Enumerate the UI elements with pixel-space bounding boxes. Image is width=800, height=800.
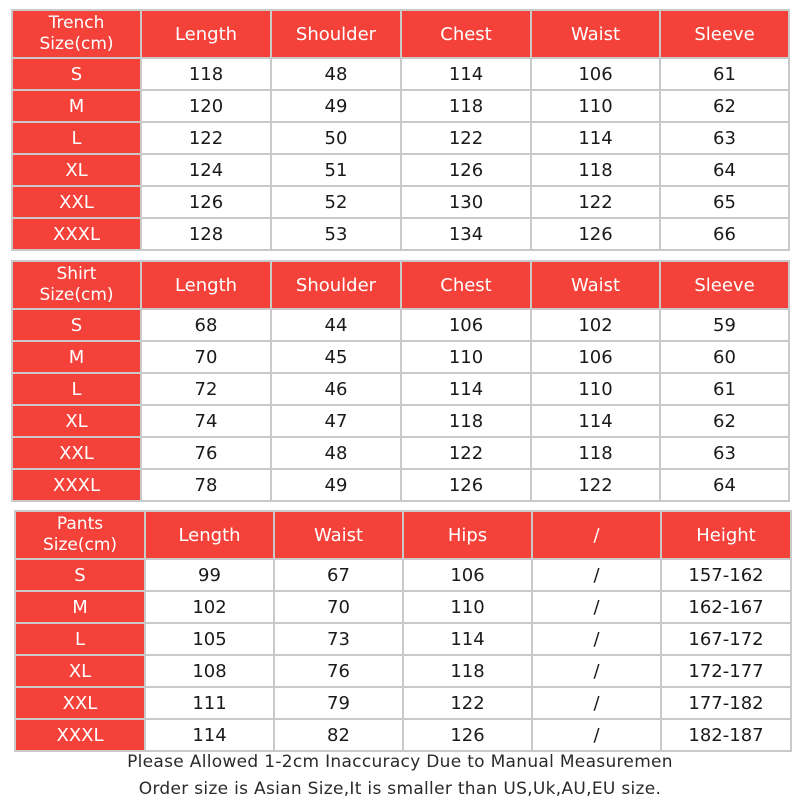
table-cell: 118 bbox=[403, 655, 532, 687]
table-cell: 157-162 bbox=[661, 559, 791, 591]
size-label: XXXL bbox=[15, 719, 145, 751]
size-label: L bbox=[12, 373, 141, 405]
table-row bbox=[15, 591, 791, 623]
table-row bbox=[15, 655, 791, 687]
table-cell: / bbox=[532, 623, 661, 655]
table-cell: 48 bbox=[271, 437, 401, 469]
asian-size-note: Order size is Asian Size,It is smaller than US,Uk,AU,EU size. bbox=[138, 779, 662, 799]
trench-corner-line2: Size(cm) bbox=[39, 34, 114, 54]
table-cell: 118 bbox=[531, 154, 660, 186]
table-row bbox=[12, 154, 789, 186]
trench-size-table bbox=[11, 9, 790, 251]
table-cell: 65 bbox=[660, 186, 789, 218]
trench-corner-line1: Trench bbox=[48, 13, 105, 33]
pants-header-row bbox=[15, 511, 791, 559]
shirt-corner-line1: Shirt bbox=[56, 264, 97, 284]
table-cell: 120 bbox=[141, 90, 271, 122]
size-label: M bbox=[12, 341, 141, 373]
size-label: XL bbox=[15, 655, 145, 687]
table-cell: 67 bbox=[274, 559, 403, 591]
table-cell: 70 bbox=[141, 341, 271, 373]
table-cell: 118 bbox=[401, 405, 531, 437]
table-cell: 122 bbox=[531, 469, 660, 501]
table-cell: 182-187 bbox=[661, 719, 791, 751]
table-cell: 126 bbox=[401, 469, 531, 501]
table-cell: 72 bbox=[141, 373, 271, 405]
table-cell: / bbox=[532, 655, 661, 687]
trench-header-shoulder: Shoulder bbox=[271, 10, 401, 58]
table-cell: / bbox=[532, 719, 661, 751]
table-cell: 118 bbox=[531, 437, 660, 469]
pants-corner-line1: Pants bbox=[56, 514, 104, 534]
table-row bbox=[12, 218, 789, 250]
table-cell: 111 bbox=[145, 687, 274, 719]
table-cell: 73 bbox=[274, 623, 403, 655]
table-cell: / bbox=[532, 687, 661, 719]
table-row bbox=[12, 90, 789, 122]
table-row bbox=[15, 559, 791, 591]
table-cell: 70 bbox=[274, 591, 403, 623]
pants-header-height: Height bbox=[661, 511, 791, 559]
table-cell: 118 bbox=[141, 58, 271, 90]
pants-header-waist: Waist bbox=[274, 511, 403, 559]
table-cell: 114 bbox=[403, 623, 532, 655]
table-cell: 51 bbox=[271, 154, 401, 186]
table-cell: 126 bbox=[401, 154, 531, 186]
table-cell: 60 bbox=[660, 341, 789, 373]
trench-header-sleeve: Sleeve bbox=[660, 10, 789, 58]
table-row bbox=[12, 405, 789, 437]
table-row bbox=[12, 373, 789, 405]
table-cell: 66 bbox=[660, 218, 789, 250]
table-cell: 49 bbox=[271, 469, 401, 501]
table-cell: / bbox=[532, 559, 661, 591]
table-cell: 76 bbox=[274, 655, 403, 687]
shirt-header-length: Length bbox=[141, 261, 271, 309]
size-label: S bbox=[12, 309, 141, 341]
table-cell: 110 bbox=[531, 373, 660, 405]
pants-header-slash: / bbox=[532, 511, 661, 559]
table-cell: 76 bbox=[141, 437, 271, 469]
size-label: M bbox=[15, 591, 145, 623]
table-cell: 122 bbox=[401, 122, 531, 154]
table-row bbox=[12, 122, 789, 154]
table-row bbox=[15, 687, 791, 719]
table-cell: 44 bbox=[271, 309, 401, 341]
pants-size-table bbox=[14, 510, 792, 752]
size-label: XL bbox=[12, 405, 141, 437]
table-cell: 46 bbox=[271, 373, 401, 405]
table-cell: 45 bbox=[271, 341, 401, 373]
table-cell: 167-172 bbox=[661, 623, 791, 655]
table-cell: 106 bbox=[401, 309, 531, 341]
table-cell: 52 bbox=[271, 186, 401, 218]
shirt-header-waist: Waist bbox=[531, 261, 660, 309]
table-cell: 114 bbox=[531, 122, 660, 154]
table-cell: 110 bbox=[403, 591, 532, 623]
table-cell: 130 bbox=[401, 186, 531, 218]
table-cell: 128 bbox=[141, 218, 271, 250]
table-cell: 122 bbox=[403, 687, 532, 719]
pants-header-hips: Hips bbox=[403, 511, 532, 559]
table-cell: 64 bbox=[660, 154, 789, 186]
table-row bbox=[12, 469, 789, 501]
size-label: XXXL bbox=[12, 469, 141, 501]
table-row bbox=[12, 437, 789, 469]
shirt-header-sleeve: Sleeve bbox=[660, 261, 789, 309]
table-cell: 114 bbox=[145, 719, 274, 751]
table-row bbox=[12, 58, 789, 90]
size-label: S bbox=[12, 58, 141, 90]
table-cell: / bbox=[532, 591, 661, 623]
size-label: XL bbox=[12, 154, 141, 186]
table-cell: 106 bbox=[403, 559, 532, 591]
size-label: M bbox=[12, 90, 141, 122]
table-cell: 61 bbox=[660, 373, 789, 405]
pants-corner-label bbox=[15, 511, 145, 559]
table-cell: 114 bbox=[401, 373, 531, 405]
table-row bbox=[12, 186, 789, 218]
measurement-note: Please Allowed 1-2cm Inaccuracy Due to Manual Measuremen bbox=[127, 752, 673, 772]
table-cell: 108 bbox=[145, 655, 274, 687]
table-cell: 74 bbox=[141, 405, 271, 437]
table-cell: 106 bbox=[531, 58, 660, 90]
size-label: XXXL bbox=[12, 218, 141, 250]
shirt-header-chest: Chest bbox=[401, 261, 531, 309]
table-cell: 126 bbox=[531, 218, 660, 250]
shirt-size-table bbox=[11, 260, 790, 502]
table-cell: 177-182 bbox=[661, 687, 791, 719]
trench-header-chest: Chest bbox=[401, 10, 531, 58]
table-cell: 122 bbox=[401, 437, 531, 469]
table-row bbox=[12, 341, 789, 373]
table-cell: 126 bbox=[141, 186, 271, 218]
pants-corner-line2: Size(cm) bbox=[42, 535, 118, 555]
table-row bbox=[15, 719, 791, 751]
table-cell: 172-177 bbox=[661, 655, 791, 687]
table-cell: 59 bbox=[660, 309, 789, 341]
table-cell: 122 bbox=[141, 122, 271, 154]
trench-header-length: Length bbox=[141, 10, 271, 58]
table-cell: 53 bbox=[271, 218, 401, 250]
size-label: S bbox=[15, 559, 145, 591]
table-cell: 105 bbox=[145, 623, 274, 655]
table-cell: 50 bbox=[271, 122, 401, 154]
table-cell: 63 bbox=[660, 437, 789, 469]
trench-header-row bbox=[12, 10, 789, 58]
table-cell: 62 bbox=[660, 405, 789, 437]
size-label: XXL bbox=[12, 437, 141, 469]
table-cell: 106 bbox=[531, 341, 660, 373]
size-label: L bbox=[15, 623, 145, 655]
trench-corner-label bbox=[12, 10, 141, 58]
table-row bbox=[12, 309, 789, 341]
shirt-corner-label bbox=[12, 261, 141, 309]
size-label: L bbox=[12, 122, 141, 154]
pants-header-length: Length bbox=[145, 511, 274, 559]
table-cell: 110 bbox=[401, 341, 531, 373]
table-cell: 61 bbox=[660, 58, 789, 90]
table-cell: 63 bbox=[660, 122, 789, 154]
shirt-corner-line2: Size(cm) bbox=[39, 285, 114, 305]
table-cell: 62 bbox=[660, 90, 789, 122]
table-cell: 82 bbox=[274, 719, 403, 751]
table-cell: 49 bbox=[271, 90, 401, 122]
table-cell: 122 bbox=[531, 186, 660, 218]
table-cell: 99 bbox=[145, 559, 274, 591]
table-cell: 134 bbox=[401, 218, 531, 250]
size-label: XXL bbox=[12, 186, 141, 218]
size-label: XXL bbox=[15, 687, 145, 719]
table-cell: 102 bbox=[531, 309, 660, 341]
table-cell: 68 bbox=[141, 309, 271, 341]
table-cell: 118 bbox=[401, 90, 531, 122]
table-cell: 102 bbox=[145, 591, 274, 623]
table-row bbox=[15, 623, 791, 655]
table-cell: 126 bbox=[403, 719, 532, 751]
table-cell: 110 bbox=[531, 90, 660, 122]
table-cell: 48 bbox=[271, 58, 401, 90]
table-cell: 114 bbox=[401, 58, 531, 90]
shirt-header-row bbox=[12, 261, 789, 309]
shirt-header-shoulder: Shoulder bbox=[271, 261, 401, 309]
table-cell: 124 bbox=[141, 154, 271, 186]
table-cell: 162-167 bbox=[661, 591, 791, 623]
table-cell: 79 bbox=[274, 687, 403, 719]
table-cell: 114 bbox=[531, 405, 660, 437]
table-cell: 47 bbox=[271, 405, 401, 437]
trench-header-waist: Waist bbox=[531, 10, 660, 58]
table-cell: 78 bbox=[141, 469, 271, 501]
table-cell: 64 bbox=[660, 469, 789, 501]
